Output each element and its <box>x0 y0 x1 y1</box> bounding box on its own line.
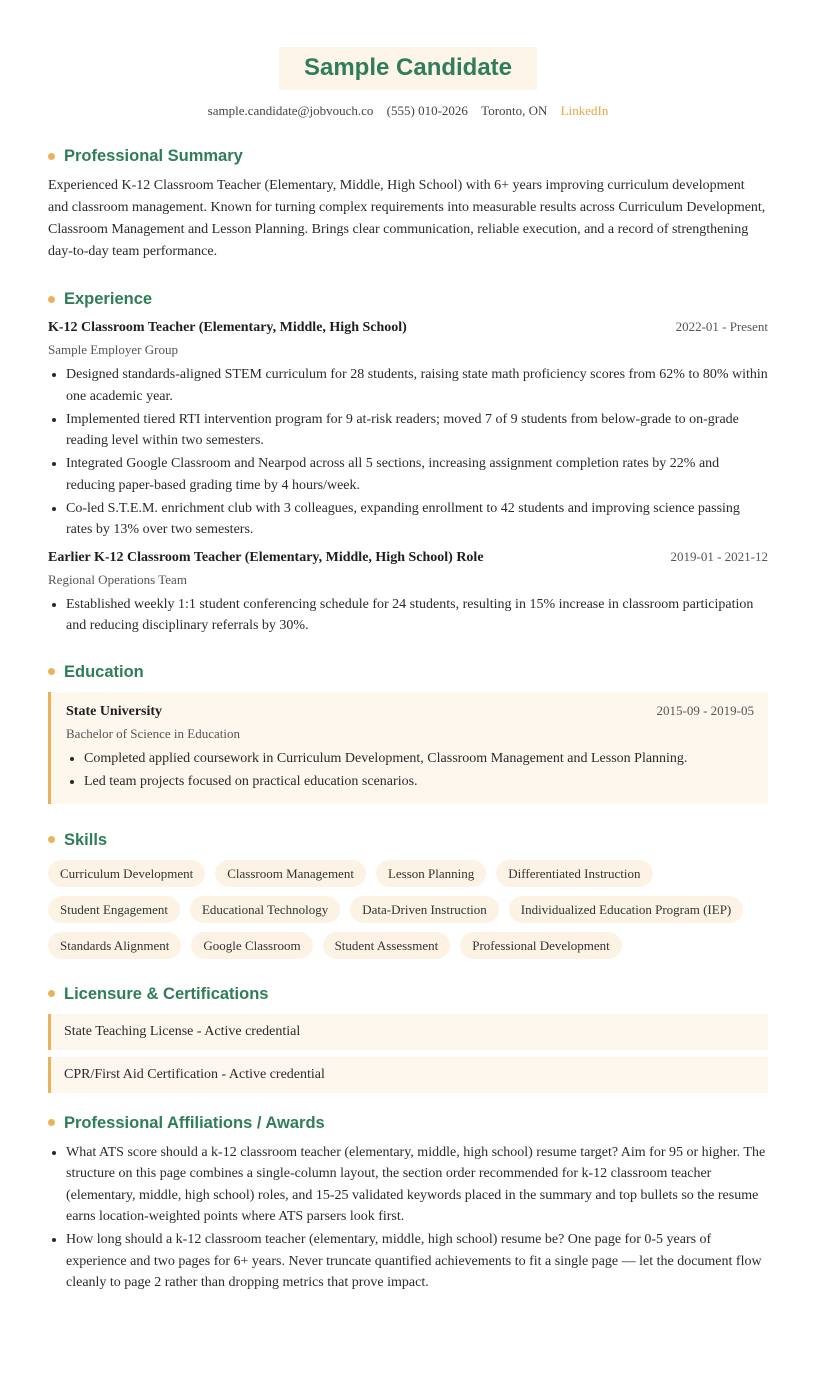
skill-chip: Educational Technology <box>190 896 340 923</box>
education-dates: 2015-09 - 2019-05 <box>656 702 754 718</box>
bullet-dot-icon <box>48 836 55 843</box>
list-item: • Designed standards-aligned STEM curriculum for 28 students, raising state math proficiency scores from 62% to 80% within one academic year. <box>66 364 768 407</box>
list-item: • Implemented tiered RTI intervention program for 9 at-risk readers; moved 7 of 9 students from below-grade to on-grade reading level within two semesters. <box>66 409 768 452</box>
certification-item: CPR/First Aid Certification - Active credential <box>48 1057 768 1093</box>
education-bullets <box>66 748 754 793</box>
job-title: Earlier K-12 Classroom Teacher (Elementary, Middle, High School) Role <box>48 549 484 565</box>
section-heading-label: Education <box>64 662 144 681</box>
list-item: • Co-led S.T.E.M. enrichment club with 3 colleagues, expanding enrollment to 42 students and improving science passing rates by 13% over two semesters. <box>66 498 768 541</box>
job-entry <box>48 549 768 637</box>
list-item: • What ATS score should a k-12 classroom teacher (elementary, middle, high school) resume target? Aim for 95 or higher. The structure on this page combines a single-column layout, the section order recommended for k-12 classroom teacher (elementary, middle, high school) roles, and 15-25 validated keywords placed in the summary and top bullets so the resume earns location-weighted points where ATS parsers look first. <box>66 1142 768 1228</box>
experience-section <box>48 289 768 637</box>
job-dates: 2019-01 - 2021-12 <box>670 548 768 564</box>
school-name: State University <box>66 703 163 719</box>
bullet-dot-icon <box>48 1119 55 1126</box>
section-heading-label: Licensure & Certifications <box>64 984 269 1003</box>
certifications-section <box>48 984 768 1093</box>
section-heading <box>48 1113 768 1133</box>
skill-chip: Professional Development <box>460 932 622 959</box>
affiliations-section <box>48 1113 768 1294</box>
skill-chip: Classroom Management <box>215 860 366 887</box>
section-heading <box>48 830 768 850</box>
list-item: • How long should a k-12 classroom teacher (elementary, middle, high school) resume be? One page for 0-5 years of experience and two pages for 6+ years. Never truncate quantified achievements to fit a single page — let the document flow cleanly to page 2 rather than dropping metrics that prove impact. <box>66 1229 768 1294</box>
job-employer: Regional Operations Team <box>48 571 187 587</box>
skill-chip: Google Classroom <box>191 932 312 959</box>
job-employer: Sample Employer Group <box>48 342 178 357</box>
skill-chip: Lesson Planning <box>376 860 486 887</box>
education-entry <box>48 692 768 804</box>
contact-phone: (555) 010-2026 <box>386 103 468 118</box>
list-item: • Established weekly 1:1 student conferencing schedule for 24 students, resulting in 15% increase in classroom participation and reducing disciplinary referrals by 30%. <box>66 594 768 637</box>
contact-email[interactable]: sample.candidate@jobvouch.co <box>207 103 374 118</box>
skill-chip: Differentiated Instruction <box>496 860 652 887</box>
education-header <box>66 703 754 720</box>
bullet-dot-icon <box>48 296 55 303</box>
section-heading <box>48 662 768 682</box>
section-heading <box>48 146 768 166</box>
skill-chip: Curriculum Development <box>48 860 205 887</box>
section-heading-label: Professional Summary <box>64 147 243 165</box>
skills-section <box>48 830 768 959</box>
section-heading <box>48 289 768 309</box>
skills-list <box>48 860 768 959</box>
section-heading <box>48 984 768 1004</box>
skill-chip: Student Engagement <box>48 896 180 923</box>
education-section <box>48 662 768 804</box>
job-title: K-12 Classroom Teacher (Elementary, Middle, High School) <box>48 320 407 335</box>
section-heading-label: Experience <box>64 290 153 308</box>
list-item: • Completed applied coursework in Curriculum Development, Classroom Management and Lesson Planning. <box>84 748 754 770</box>
summary-section <box>48 146 768 263</box>
job-header <box>48 549 768 566</box>
job-header <box>48 319 768 336</box>
linkedin-link[interactable]: LinkedIn <box>560 103 609 118</box>
section-heading-label: Skills <box>64 830 108 849</box>
skill-chip: Student Assessment <box>323 932 451 959</box>
certifications-list <box>48 1014 768 1093</box>
summary-text: Experienced K-12 Classroom Teacher (Elementary, Middle, High School) with 6+ years improving curriculum development and classroom management. Known for turning complex requirements into measurable results across Curriculum Development, Classroom Management and Lesson Planning. Brings clear communication, reliable execution, and a record of strengthening day-to-day team performance. <box>48 178 766 259</box>
list-item: • Led team projects focused on practical education scenarios. <box>84 771 754 793</box>
skill-chip: Individualized Education Program (IEP) <box>509 896 743 923</box>
bullet-dot-icon <box>48 990 55 997</box>
job-bullets <box>48 364 768 541</box>
job-bullets <box>48 594 768 637</box>
bullet-dot-icon <box>48 668 55 675</box>
affiliations-bullets <box>48 1142 768 1294</box>
resume-header <box>48 0 768 119</box>
contact-location: Toronto, ON <box>481 103 548 118</box>
contact-line <box>48 103 768 119</box>
degree: Bachelor of Science in Education <box>66 725 240 741</box>
candidate-name: Sample Candidate <box>279 47 537 90</box>
job-entry <box>48 319 768 541</box>
list-item: • Integrated Google Classroom and Nearpod across all 5 sections, increasing assignment completion rates by 22% and reducing paper-based grading time by 4 hours/week. <box>66 453 768 496</box>
skill-chip: Standards Alignment <box>48 932 181 959</box>
certification-item: State Teaching License - Active credential <box>48 1014 768 1050</box>
job-dates: 2022-01 - Present <box>675 319 768 334</box>
section-heading-label: Professional Affiliations / Awards <box>64 1113 325 1132</box>
bullet-dot-icon <box>48 153 55 160</box>
skill-chip: Data-Driven Instruction <box>350 896 499 923</box>
